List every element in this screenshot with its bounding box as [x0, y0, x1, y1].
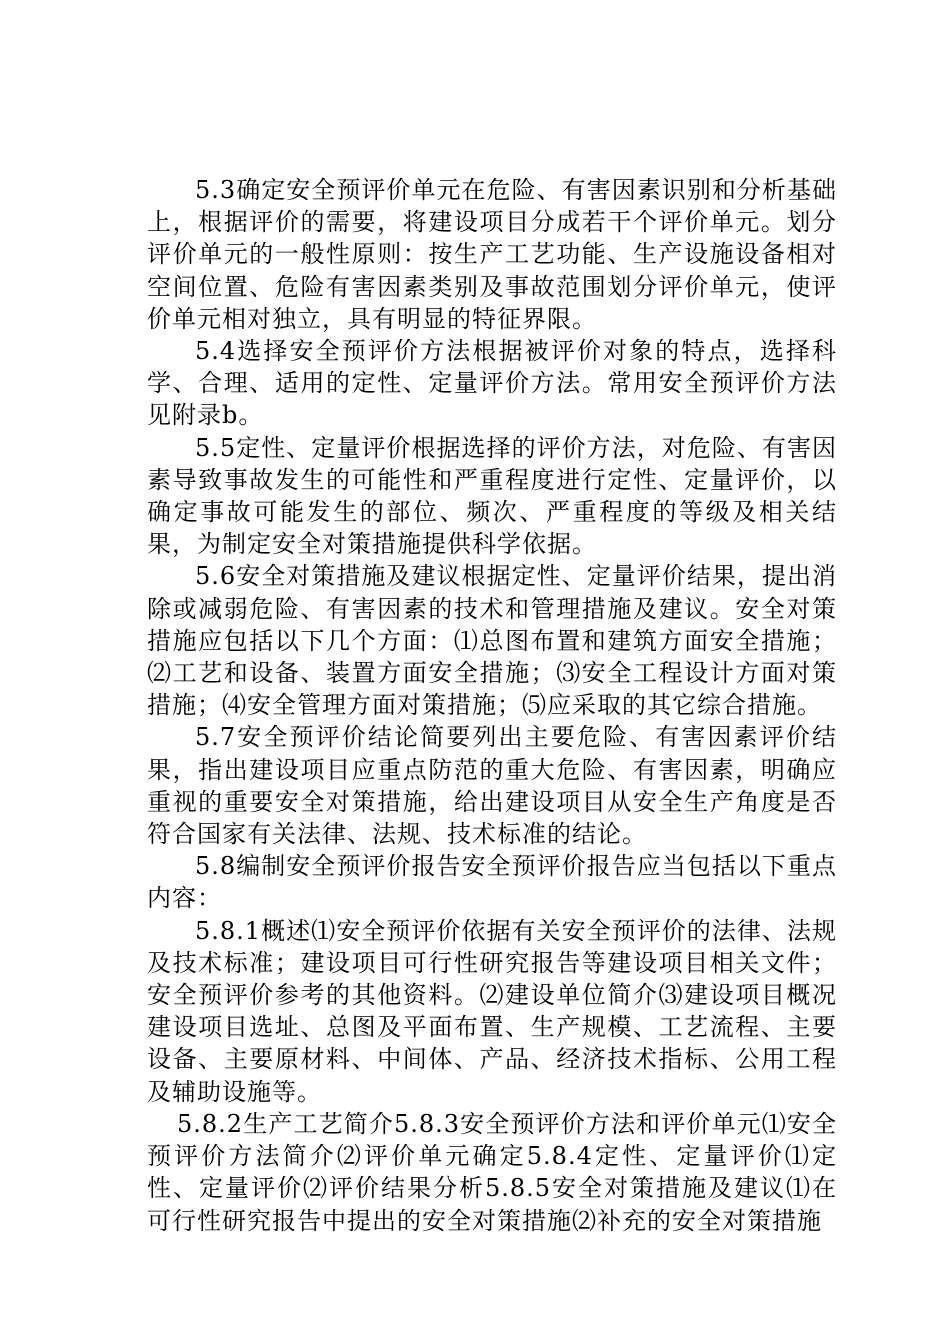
- document-body: [147, 174, 837, 1237]
- paragraph-5-5: 5.5定性、定量评价根据选择的评价方法，对危险、有害因素导致事故发生的可能性和严重程度进行定性、定量评价，以确定事故可能发生的部位、频次、严重程度的等级及相关结果，为制定安全对策措施提供科学依据。: [147, 433, 837, 559]
- paragraph-5-8-1: 5.8.1概述⑴安全预评价依据有关安全预评价的法律、法规及技术标准；建设项目可行性研究报告等建设项目相关文件；安全预评价参考的其他资料。⑵建设单位简介⑶建设项目概况建设项目选址、总图及平面布置、生产规模、工艺流程、主要设备、主要原材料、中间体、产品、经济技术指标、公用工程及辅助设施等。: [147, 916, 837, 1106]
- paragraph-5-3: 5.3确定安全预评价单元在危险、有害因素识别和分析基础上，根据评价的需要，将建设项目分成若干个评价单元。划分评价单元的一般性原则：按生产工艺功能、生产设施设备相对空间位置、危险有害因素类别及事故范围划分评价单元，使评价单元相对独立，具有明显的特征界限。: [147, 176, 837, 333]
- paragraph-5-4: 5.4选择安全预评价方法根据被评价对象的特点，选择科学、合理、适用的定性、定量评价方法。常用安全预评价方法见附录b。: [147, 337, 837, 430]
- paragraph-5-7: 5.7安全预评价结论简要列出主要危险、有害因素评价结果，指出建设项目应重点防范的重大危险、有害因素，明确应重视的重要安全对策措施，给出建设项目从安全生产角度是否符合国家有关法律、法规、技术标准的结论。: [147, 723, 837, 849]
- paragraph-5-6: 5.6安全对策措施及建议根据定性、定量评价结果，提出消除或减弱危险、有害因素的技术和管理措施及建议。安全对策措施应包括以下几个方面：⑴总图布置和建筑方面安全措施；⑵工艺和设备、装置方面安全措施；⑶安全工程设计方面对策措施；⑷安全管理方面对策措施；⑸应采取的其它综合措施。: [147, 562, 837, 720]
- paragraph-5-8-2: 5.8.2生产工艺简介5.8.3安全预评价方法和评价单元⑴安全预评价方法简介⑵评价单元确定5.8.4定性、定量评价⑴定性、定量评价⑵评价结果分析5.8.5安全对策措施及建议⑴在可行性研究报告中提出的安全对策措施⑵补充的安全对策措施: [147, 1109, 837, 1235]
- paragraph-5-8: 5.8编制安全预评价报告安全预评价报告应当包括以下重点内容：: [147, 852, 837, 913]
